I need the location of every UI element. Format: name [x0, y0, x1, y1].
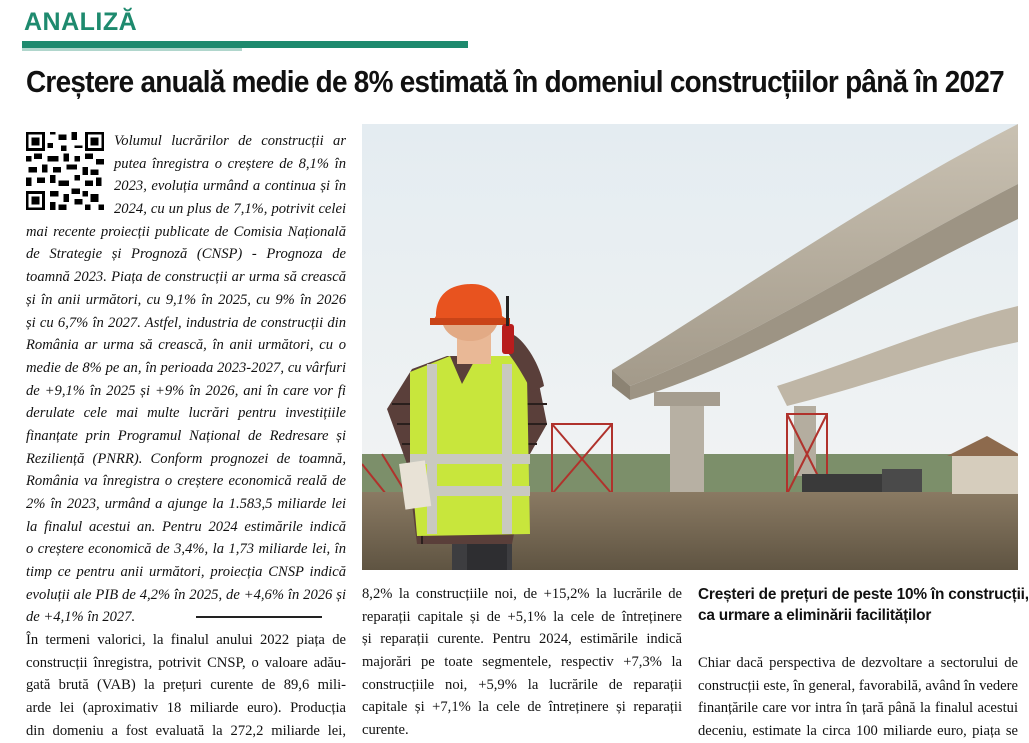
column-2-line: 8,2% la construcțiile noi, de +15,2% la lucrările de	[362, 586, 682, 602]
lead-line: toamnă 2023. Piața de construcții ar urma să crească	[26, 269, 346, 286]
lead-line: România ar urma să crească, în anii următori, cu o	[26, 337, 346, 354]
lead-line: 2024, cu un plus de 7,1%, potrivit celei	[114, 201, 346, 218]
column-3-subheading	[698, 584, 1029, 626]
column-2-line: majorări pe toate segmentele, respectiv +7,3% la	[362, 654, 682, 671]
subheading-line: Creșteri de prețuri de peste 10% în construcții,	[698, 586, 1029, 603]
lead-line: derulate cele mai multe lucrări pentru investițiile	[26, 405, 346, 422]
article-headline: Creștere anuală medie de 8% estimată în domeniul construcțiilor până în 2027	[26, 64, 1004, 99]
column-1-line: În termeni valorici, la finalul anului 2022 piața de	[26, 632, 346, 648]
column-1-line: arde lei (aproximativ 18 miliarde euro). Producția	[26, 700, 346, 717]
lead-line: de +4,1% în 2027.	[26, 609, 136, 626]
lead-line: finanțate prin Programul Național de Redresare și	[26, 427, 346, 444]
column-3-line: finanțările care vor intra în țară până la finalul acestui	[698, 700, 1018, 717]
section-rule	[22, 41, 468, 48]
lead-line: România va înregistra o creștere economică reală de	[26, 473, 346, 490]
column-3-line: Chiar dacă perspectiva de dezvoltare a sectorului de	[698, 655, 1018, 671]
column-2-line: capitale și +7,1% la cele de întreținere și reparații	[362, 699, 682, 716]
column-3-text	[698, 652, 1018, 743]
lead-line: de +9,1% în 2025 și +9% în 2026, ani în care vor fi	[26, 382, 346, 399]
lead-line: 2% în 2023, urmând a ajunge la 1.583,5 miliarde lei	[26, 496, 346, 512]
subheading-line: ca urmare a eliminării facilităților	[698, 607, 932, 624]
lead-line: mai recente proiecții publicate de Comisia Națională	[26, 223, 346, 240]
lead-line: și cu 6,7% în 2027. Astfel, industria de construcții din	[26, 314, 346, 331]
lead-line: timp ce pentru anii următori, proiecția CNSP indică	[26, 564, 346, 581]
column-2-line: și reparații curente. Pentru 2024, estimările indică	[362, 631, 682, 648]
lead-line: medie de 8% pe an, în perioada 2023-2027, cu vârfuri	[26, 359, 346, 376]
column-3-line: construcții este, în general, favorabilă, având în vedere	[698, 677, 1018, 694]
lead-line: 2023, evoluția urmând a continua și în	[114, 178, 346, 195]
construction-worker-photo	[362, 124, 1018, 570]
lead-line: putea înregistra o creștere de 8,1% în	[114, 155, 346, 172]
lead-line: de Strategie și Prognoză (CNSP) - Prognoza de	[26, 246, 346, 263]
column-1-line: construcții înregistra, potrivit CNSP, o valoare adău-	[26, 654, 346, 671]
lead-line: Reziliență (PNRR). Conform prognozei de toamnă,	[26, 450, 346, 467]
section-label: ANALIZĂ	[24, 8, 138, 36]
lead-divider	[196, 616, 322, 618]
article-lead	[26, 130, 346, 629]
lead-line: și în anii următori, cu 9,1% în 2025, cu 9% în 2026	[26, 291, 346, 308]
column-2-line: curente.	[362, 722, 409, 739]
column-2-text	[362, 583, 682, 742]
column-3-line: deceniu, estimate la circa 100 miliarde euro, piața se	[698, 723, 1018, 740]
column-1-text	[26, 629, 346, 742]
column-1-line: din domeniu a fost evaluată la 272,2 miliarde lei,	[26, 722, 346, 739]
lead-line: la finalul acestui an. Pentru 2024 estimările indică	[26, 518, 346, 535]
column-1-line: gată brută (VAB) la prețuri curente de 89,6 mili-	[26, 677, 346, 694]
column-2-line: reparații capitale și de +5,1% la cele de întreținere	[362, 608, 682, 625]
lead-line: o creștere economică de 3,4%, la 1,73 miliarde lei, în	[26, 541, 346, 558]
lead-line: Volumul lucrărilor de construcții ar	[114, 133, 346, 149]
column-2-line: construcțiile noi, +5,9% la lucrările de reparații	[362, 676, 682, 693]
lead-line: evoluții ale PIB de 4,2% în 2025, de +4,6% în 2026 și	[26, 586, 346, 603]
